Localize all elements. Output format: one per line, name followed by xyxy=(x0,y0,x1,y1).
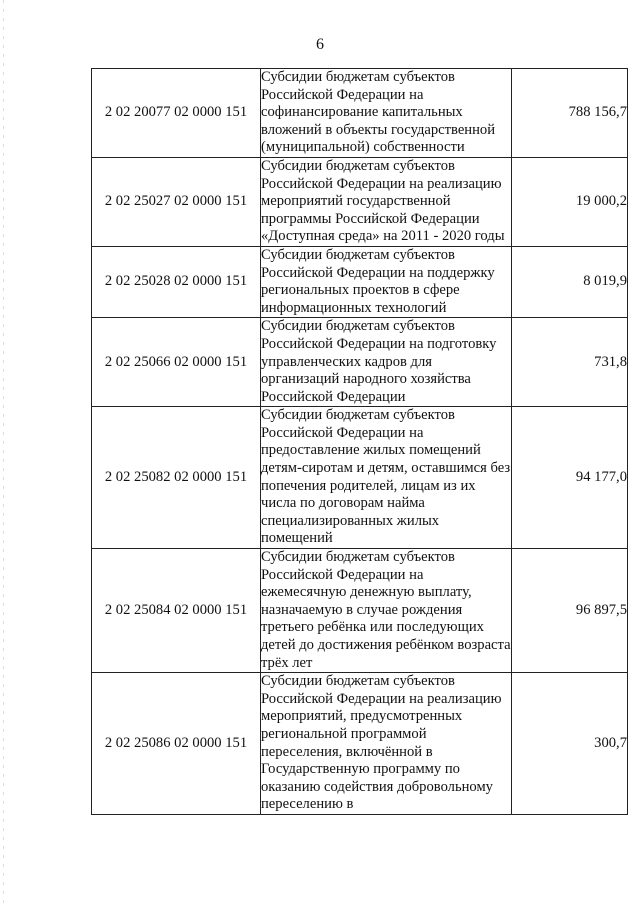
description-cell: Субсидии бюджетам субъектов Российской Федерации на предоставление жилых помещений детям-сиротам и детям, оставшимся без попечения родителей, лицам из их числа по договорам найма специализированных жилых помещений xyxy=(261,407,512,549)
table-row xyxy=(92,673,628,815)
amount-cell: 8 019,9 xyxy=(512,246,628,317)
description-cell: Субсидии бюджетам субъектов Российской Федерации на поддержку региональных проектов в сфере информационных технологий xyxy=(261,246,512,317)
budget-code-cell: 2 02 25084 02 0000 151 xyxy=(92,549,261,673)
budget-table xyxy=(91,68,628,815)
table-row xyxy=(92,246,628,317)
amount-cell: 19 000,2 xyxy=(512,157,628,246)
budget-code-cell: 2 02 25066 02 0000 151 xyxy=(92,318,261,407)
table-row xyxy=(92,69,628,158)
budget-code-cell: 2 02 20077 02 0000 151 xyxy=(92,69,261,158)
description-cell: Субсидии бюджетам субъектов Российской Федерации на софинансирование капитальных вложений в объекты государственной (муниципальной) собственности xyxy=(261,69,512,158)
description-cell: Субсидии бюджетам субъектов Российской Федерации на ежемесячную денежную выплату, назначаемую в случае рождения третьего ребёнка или последующих детей до достижения ребёнком возраста трёх лет xyxy=(261,549,512,673)
table-row xyxy=(92,157,628,246)
description-cell: Субсидии бюджетам субъектов Российской Федерации на реализацию мероприятий государственной программы Российской Федерации «Доступная среда» на 2011 - 2020 годы xyxy=(261,157,512,246)
table-row xyxy=(92,318,628,407)
amount-cell: 731,8 xyxy=(512,318,628,407)
description-cell: Субсидии бюджетам субъектов Российской Федерации на реализацию мероприятий, предусмотренных региональной программой переселения, включённой в Государственную программу по оказанию содействия добровольному переселению в xyxy=(261,673,512,815)
amount-cell: 94 177,0 xyxy=(512,407,628,549)
page-number: 6 xyxy=(316,36,324,53)
table-row xyxy=(92,549,628,673)
description-cell: Субсидии бюджетам субъектов Российской Федерации на подготовку управленческих кадров для организаций народного хозяйства Российской Федерации xyxy=(261,318,512,407)
budget-code-cell: 2 02 25086 02 0000 151 xyxy=(92,673,261,815)
budget-code-cell: 2 02 25028 02 0000 151 xyxy=(92,246,261,317)
table-row xyxy=(92,407,628,549)
budget-code-cell: 2 02 25082 02 0000 151 xyxy=(92,407,261,549)
amount-cell: 96 897,5 xyxy=(512,549,628,673)
budget-code-cell: 2 02 25027 02 0000 151 xyxy=(92,157,261,246)
scan-edge-artifact xyxy=(3,0,4,905)
amount-cell: 788 156,7 xyxy=(512,69,628,158)
amount-cell: 300,7 xyxy=(512,673,628,815)
